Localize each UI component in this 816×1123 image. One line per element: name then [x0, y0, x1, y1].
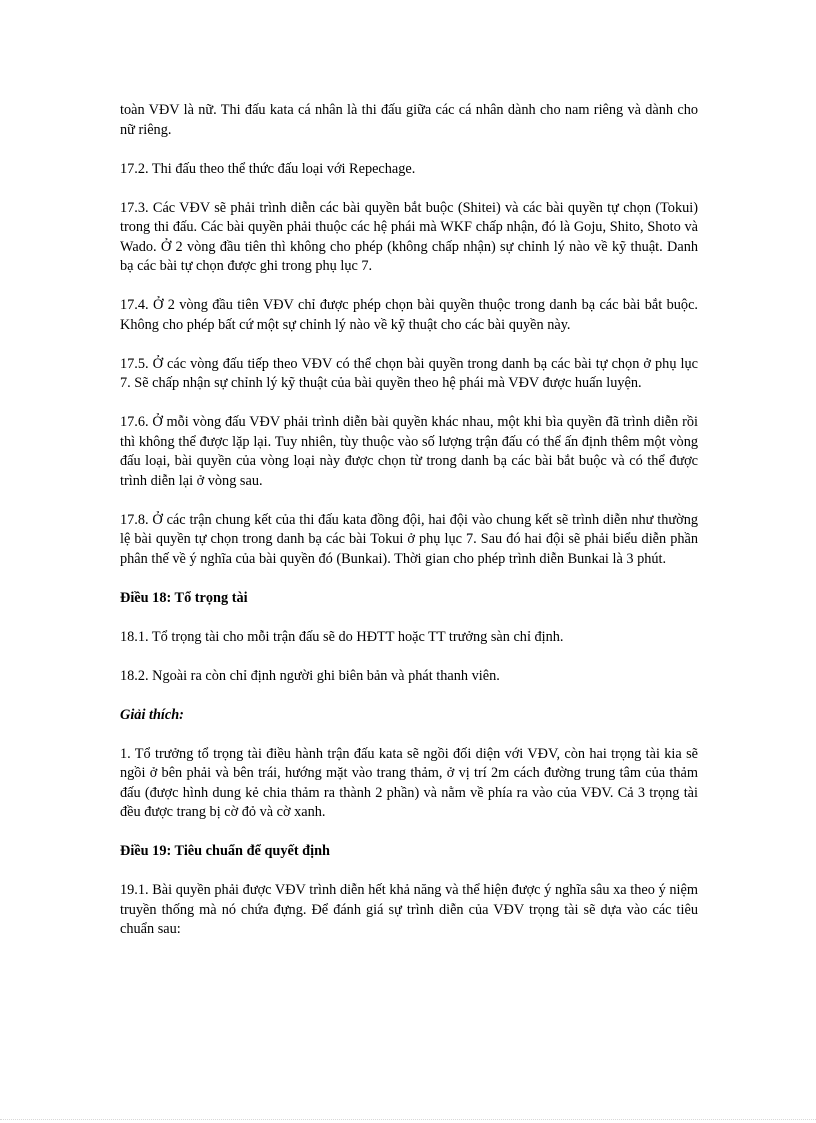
paragraph-19-1: 19.1. Bài quyền phải được VĐV trình diễn hết khả năng và thể hiện được ý nghĩa sâu xa theo ý niệm truyền thống mà nó chứa đựng. Để đánh giá sự trình diễn của VĐV trọng tài sẽ dựa vào các tiêu chuẩn sau:: [120, 882, 698, 937]
heading-article-18: Điều 18: Tổ trọng tài: [120, 589, 248, 606]
heading-explanation: Giải thích:: [120, 706, 184, 723]
page-bottom-divider: [0, 1119, 816, 1120]
paragraph-18-2: 18.2. Ngoài ra còn chỉ định người ghi biên bản và phát thanh viên.: [120, 667, 500, 684]
paragraph-17-2: 17.2. Thi đấu theo thể thức đấu loại với Repechage.: [120, 160, 416, 177]
paragraph-17-3: 17.3. Các VĐV sẽ phải trình diễn các bài quyền bắt buộc (Shitei) và các bài quyền tự chọn (Tokui) trong thi đấu. Các bài quyền phải thuộc các hệ phái mà WKF chấp nhận, đó là Goju, Shito, Shoto và Wado. Ở 2 vòng đầu tiên thì không cho phép (không chấp nhận) sự chỉnh lý nào về kỹ thuật. Danh bạ các bài tự chọn được ghi trong phụ lục 7.: [120, 199, 698, 274]
heading-article-19: Điều 19: Tiêu chuẩn để quyết định: [120, 843, 331, 859]
paragraph-17-4: 17.4. Ở 2 vòng đầu tiên VĐV chỉ được phép chọn bài quyền thuộc trong danh bạ các bài bắt buộc. Không cho phép bất cứ một sự chỉnh lý nào về kỹ thuật cho các bài quyền này.: [120, 297, 698, 333]
paragraph-17-5: 17.5. Ở các vòng đấu tiếp theo VĐV có thể chọn bài quyền trong danh bạ các bài tự chọn ở phụ lục 7. Sẽ chấp nhận sự chỉnh lý kỹ thuật của bài quyền theo hệ phái mà VĐV được huấn luyện.: [120, 355, 698, 391]
paragraph-17-8: 17.8. Ở các trận chung kết của thi đấu kata đồng đội, hai đội vào chung kết sẽ trình diễn như thường lệ bài quyền tự chọn trong danh bạ các bài Tokui ở phụ lục 7. Sau đó hai đội sẽ phải biểu diễn phần phân thế về ý nghĩa của bài quyền đó (Bunkai). Thời gian cho phép trình diễn Bunkai là 3 phút.: [120, 511, 698, 567]
paragraph-17-6: 17.6. Ở mỗi vòng đấu VĐV phải trình diễn bài quyền khác nhau, một khi bìa quyền đã trình diễn rồi thì không thể được lặp lại. Tuy nhiên, tùy thuộc vào số lượng trận đấu có thể ấn định thêm một vòng đấu loại, bài quyền của vòng loại này được chọn từ trong danh bạ các bài bắt buộc và có thể được trình diễn lại ở vòng sau.: [120, 414, 698, 489]
paragraph-intro: toàn VĐV là nữ. Thi đấu kata cá nhân là thi đấu giữa các cá nhân dành cho nam riêng và dành cho nữ riêng.: [120, 102, 698, 138]
paragraph-explanation-1: 1. Tổ trưởng tổ trọng tài điều hành trận đấu kata sẽ ngồi đối diện với VĐV, còn hai trọng tài kia sẽ ngồi ở bên phải và bên trái, hướng mặt vào trang thảm, ở vị trí 2m cách đường trung tâm của thảm đấu (được hình dung kẻ chia thảm ra thành 2 phần) và nằm về phía ra vào của VĐV. Cả 3 trọng tài đều được trang bị cờ đỏ và cờ xanh.: [120, 745, 698, 820]
paragraph-18-1: 18.1. Tổ trọng tài cho mỗi trận đấu sẽ do HĐTT hoặc TT trưởng sàn chỉ định.: [120, 628, 564, 645]
